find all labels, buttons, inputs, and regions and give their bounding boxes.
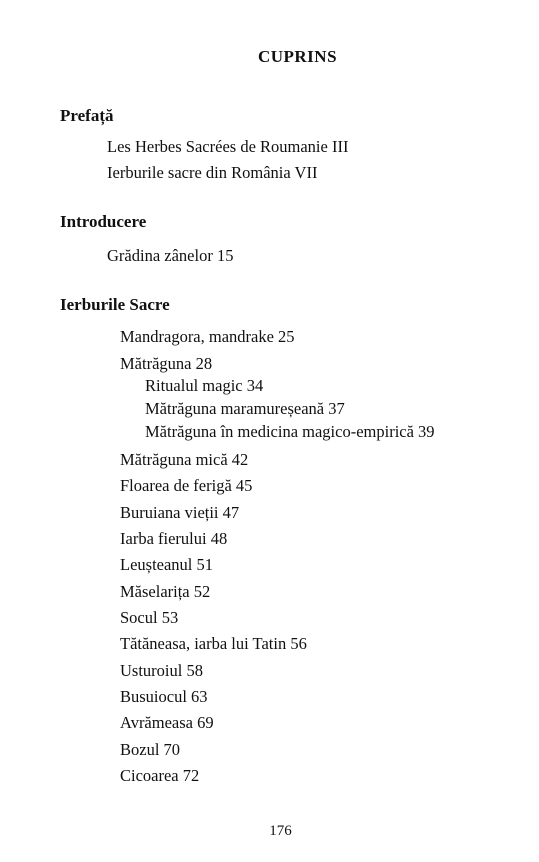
toc-entry: Iarba fierului 48 — [120, 529, 228, 548]
toc-entry: Tătăneasa, iarba lui Tatin 56 — [120, 634, 307, 653]
toc-entry: Socul 53 — [120, 608, 179, 627]
toc-entry: Cicoarea 72 — [120, 766, 200, 785]
toc-entry: Ierburile sacre din România VII — [107, 163, 318, 182]
toc-entry: Mandragora, mandrake 25 — [120, 327, 295, 346]
toc-entry: Mătrăguna 28 — [120, 354, 213, 373]
section-heading-ierburile-sacre: Ierburile Sacre — [60, 295, 170, 314]
page-title: CUPRINS — [257, 47, 338, 66]
toc-entry: Bozul 70 — [120, 740, 181, 759]
toc-entry: Avrămeasa 69 — [120, 713, 214, 732]
toc-entry: Grădina zânelor 15 — [107, 246, 234, 265]
toc-subentry: Ritualul magic 34 — [145, 376, 264, 395]
toc-entry: Măselarița 52 — [120, 582, 211, 601]
toc-entry: Busuiocul 63 — [120, 687, 208, 706]
toc-entry: Mătrăguna mică 42 — [120, 450, 249, 469]
toc-subentry: Mătrăguna maramureșeană 37 — [145, 399, 345, 418]
toc-entry: Floarea de ferigă 45 — [120, 476, 253, 495]
toc-entry: Les Herbes Sacrées de Roumanie III — [107, 137, 349, 156]
section-heading-prefata: Prefață — [60, 106, 114, 125]
toc-entry: Buruiana vieții 47 — [120, 503, 240, 522]
page-number: 176 — [269, 823, 292, 839]
toc-entry: Leușteanul 51 — [120, 555, 214, 574]
section-heading-introducere: Introducere — [60, 212, 147, 231]
toc-subentry: Mătrăguna în medicina magico-empirică 39 — [145, 422, 435, 441]
toc-entry: Usturoiul 58 — [120, 661, 203, 680]
